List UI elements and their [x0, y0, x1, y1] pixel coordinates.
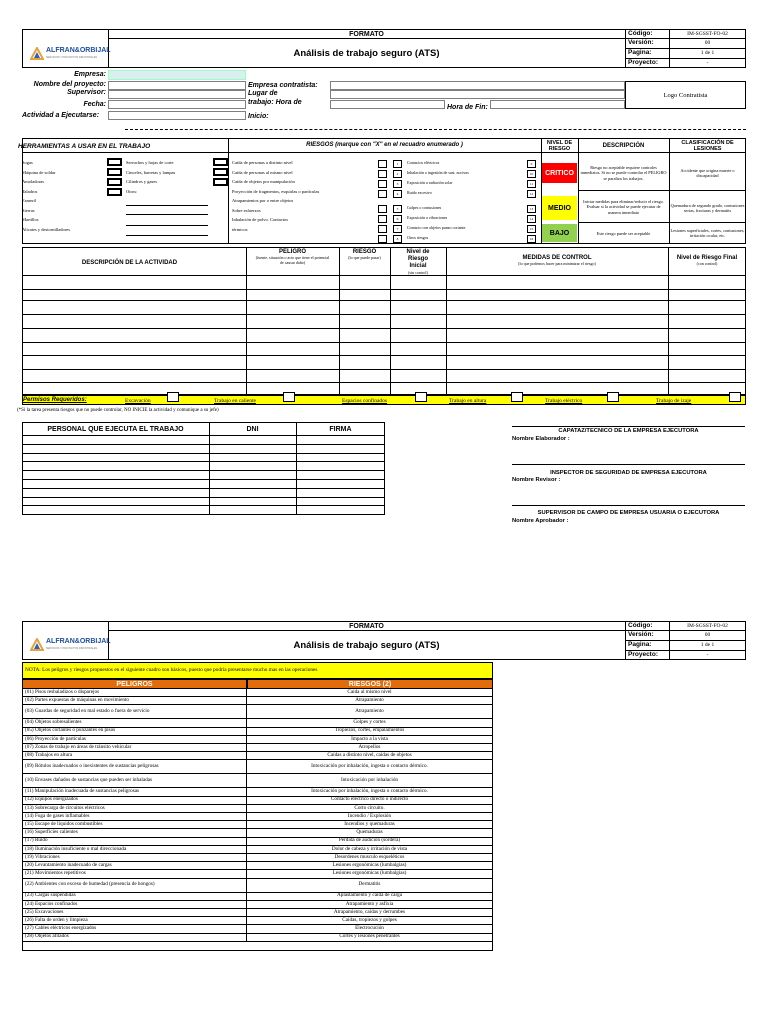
hazard-riesgo: Caídas a distinto nivel, caídas de objetos	[247, 752, 493, 760]
risk-item: Atrapamientos por o entre objetos	[232, 198, 294, 203]
company-logo	[30, 46, 111, 62]
lugar-label: Lugar de	[248, 90, 278, 97]
empresa-contratista-label: Empresa contratista:	[248, 82, 318, 89]
hazard-row	[22, 901, 493, 909]
risk-check-box[interactable]	[378, 215, 387, 223]
level-bajo: BAJO	[542, 224, 577, 242]
permit-checkbox[interactable]	[607, 392, 619, 402]
level-medio: MEDIO	[542, 196, 577, 220]
peligros-header: PELIGROS	[22, 679, 247, 689]
personal-row[interactable]	[22, 514, 385, 515]
risk-num-label: Exposición a vibraciones	[407, 215, 448, 220]
formato-label-page2: FORMATO	[349, 622, 384, 630]
risk-number-box[interactable]: 14	[527, 215, 536, 223]
hazard-row	[22, 821, 493, 829]
hazard-peligro: (22) Ambientes con exceso de humedad (presencia de hongos)	[22, 879, 247, 893]
hazard-riesgo: Perdida de audición (sordera)	[247, 838, 493, 846]
col-riesgo	[339, 249, 390, 260]
hazard-peligro: (08) Trabajos en altura	[22, 752, 247, 760]
hazard-row	[22, 862, 493, 870]
permits-label: Permisos Requeridos:	[23, 397, 87, 403]
risk-check-box[interactable]	[378, 170, 387, 178]
tool-checkbox[interactable]	[107, 168, 122, 176]
permit-checkbox[interactable]	[167, 392, 179, 402]
logo-text: ALFRAN&ORBIJAL	[46, 638, 111, 645]
risk-number-box[interactable]: 16	[527, 235, 536, 243]
tool-checkbox[interactable]	[213, 158, 228, 166]
supervisor-label: Supervisor:	[67, 89, 106, 96]
signature-title: INSPECTOR DE SEGURIDAD DE EMPRESA EJECUTORA	[550, 470, 707, 476]
personal-row[interactable]	[22, 505, 385, 506]
permit-checkbox[interactable]	[511, 392, 523, 402]
hazard-row	[22, 909, 493, 917]
hazard-row	[22, 697, 493, 705]
empresa-field[interactable]	[108, 81, 246, 90]
signature-label: Nombre Aprobador :	[512, 518, 569, 524]
hazard-peligro: (09) Rótulos inadecuados o inexistentes de sustancias peligrosas	[22, 760, 247, 774]
tool-item: Alicates y destornilladores	[22, 226, 70, 232]
hazard-peligro: (16) Superficies calientes	[22, 829, 247, 837]
col-nivel-inicial	[390, 249, 446, 275]
permit-electrico: Trabajo eléctrico	[545, 398, 583, 404]
hazard-riesgo: Cortes y lesiones penetrantes	[247, 934, 493, 942]
formato-label: FORMATO	[349, 30, 384, 38]
analysis-row-line	[22, 342, 746, 343]
risk-num-label: Inhalación o ingestión de sust. nocivas	[407, 170, 469, 175]
risk-number-box[interactable]: 12	[527, 190, 536, 198]
hazard-riesgo: Intoxicación por inhalación, ingesta o contacto dérmico.	[247, 788, 493, 796]
hazard-riesgo: Aplastamiento y caída de carga	[247, 893, 493, 901]
logo-text: ALFRAN&ORBIJAL	[46, 47, 111, 54]
hazard-row	[22, 934, 493, 942]
col-peligro	[246, 249, 339, 265]
hazard-row	[22, 788, 493, 796]
risk-number: 8	[393, 235, 402, 243]
personal-row[interactable]	[22, 497, 385, 498]
hazard-riesgo: Dermatitis	[247, 879, 493, 893]
risk-num-label: Ruido excesivo	[407, 190, 432, 195]
tools-header: HERRAMIENTAS A USAR EN EL TRABAJO	[18, 143, 151, 150]
hazard-riesgo: Atrapamiento, caídas y derrumbes	[247, 909, 493, 917]
hazard-peligro: (24) Espacios confinados	[22, 901, 247, 909]
risk-number-box[interactable]: 13	[527, 205, 536, 213]
meta-codigo-value: IM-SGSST-FO-02	[687, 31, 728, 37]
risks-col1	[232, 158, 372, 234]
col-medidas-sub: (lo que podemos hacer para minimizar el riesgo)	[518, 261, 596, 266]
analysis-row-line	[22, 328, 746, 329]
hazard-riesgo: Golpes y cortes	[247, 719, 493, 727]
hazard-row	[22, 752, 493, 760]
col-medidas	[446, 255, 668, 266]
permit-confinados: Espacios confinados	[342, 398, 388, 404]
hazard-row	[22, 797, 493, 805]
risk-item: Caída de personas a distinto nivel	[232, 160, 293, 165]
empresa-contratista-field[interactable]	[330, 81, 625, 90]
signature-label: Nombre Elaborador :	[512, 436, 570, 442]
hazard-peligro: (10) Envases dañados de sustancias que pueden ser inhaladas	[22, 774, 247, 788]
hazard-row	[22, 813, 493, 821]
risk-num-label: Otros riesgos	[407, 235, 429, 240]
meta-codigo-label: Código:	[628, 30, 653, 37]
tool-item: Martillos	[22, 217, 39, 222]
hazard-peligro: (06) Proyección de partículas	[22, 736, 247, 744]
hazard-peligro: (21) Movimientos repetitivos	[22, 870, 247, 878]
hazard-row	[22, 854, 493, 862]
hazard-row	[22, 838, 493, 846]
level-lesion: Quemadura de segundo grado, contusiones serias, fracturas y dermatits	[670, 202, 745, 213]
tool-checkbox[interactable]	[107, 188, 122, 196]
risk-check-box[interactable]	[378, 160, 387, 168]
analysis-row-line	[22, 300, 746, 301]
meta-version-value: 00	[704, 632, 711, 638]
meta-proyecto-value: -	[706, 60, 709, 66]
hazard-peligro: (01) Pisos resbaladizos o disparejos	[22, 689, 247, 697]
hazard-peligro: (28) Objetos afilados	[22, 934, 247, 942]
hazard-row-empty	[22, 942, 493, 951]
col-nivel-final-title: Nivel de Riesgo Final	[676, 255, 738, 261]
hazard-riesgo: Contacto eléctrico directo o indirecto	[247, 797, 493, 805]
meta-proyecto-label: Proyecto:	[628, 59, 658, 66]
meta-version-value: 00	[704, 40, 711, 46]
analysis-row-line	[22, 382, 746, 383]
personal-row[interactable]	[22, 444, 385, 445]
hazard-riesgo: Caída al mismo nivel	[247, 689, 493, 697]
hazard-riesgo: Atrapamiento y asfixia	[247, 901, 493, 909]
hazard-row	[22, 870, 493, 878]
hazard-riesgo: Desordenes musculo esqueléticos	[247, 854, 493, 862]
document-title: Análisis de trabajo seguro (ATS)	[293, 48, 440, 59]
permit-altura: Trabajo en altura	[449, 398, 487, 404]
hazard-row	[22, 846, 493, 854]
hazard-peligro: (25) Excavaciones	[22, 909, 247, 917]
risk-check-box[interactable]	[378, 190, 387, 198]
risk-number-box[interactable]: 11	[527, 180, 536, 188]
permit-checkbox[interactable]	[729, 392, 741, 402]
hazard-riesgo: Atrapamiento	[247, 705, 493, 719]
meta-version-label: Versión:	[628, 631, 654, 638]
hazard-riesgo: Incendio / Explosión	[247, 813, 493, 821]
tool-item: Amoladoras	[22, 179, 44, 184]
risk-item: Caída de personas al mismo nivel	[232, 169, 293, 175]
personal-header: PERSONAL QUE EJECUTA EL TRABAJO	[47, 425, 184, 433]
tool-item: Sierras	[22, 207, 35, 213]
level-lesion: Accidente que origina muerte o discapacidad	[680, 167, 735, 178]
risk-number-box[interactable]: 9	[527, 160, 536, 168]
level-desc: Iniciar medidas para eliminar/reducir el riesgo. Evaluar si la actividad se puede ejecutar de manera inmediata	[583, 198, 664, 215]
tool-checkbox[interactable]	[213, 178, 228, 186]
meta-proyecto-value: -	[706, 652, 709, 658]
hazard-row	[22, 705, 493, 719]
hazard-riesgo: Quemaduras	[247, 829, 493, 837]
col-peligro-sub: (fuente, situación o acto que tiene el potencial de causar daño)	[255, 255, 330, 265]
hazard-riesgo: Electrocución	[247, 925, 493, 933]
hazard-peligro: (26) Falta de orden y limpieza	[22, 917, 247, 925]
hazard-riesgo: Dolor de cabeza y irritación de vista	[247, 846, 493, 854]
hazard-peligro: (13) Sobrecarga de circuitos eléctricos	[22, 805, 247, 813]
hazard-peligro: (03) Guardas de seguridad en mal estado o fuera de servicio	[22, 705, 247, 719]
tool-item: Serruchos y hojas de corte	[126, 160, 174, 165]
hazard-peligro: (15) Escape de líquidos combustibles	[22, 821, 247, 829]
risk-item: Sobre esfuerzos	[232, 207, 261, 213]
tool-item: Sogas	[22, 160, 33, 165]
col-descripcion: DESCRIPCIÓN DE LA ACTIVIDAD	[81, 259, 178, 266]
riesgos-header: RIESGOS (2)	[247, 679, 493, 689]
tool-item: Taladros	[22, 188, 38, 194]
permit-checkbox[interactable]	[283, 392, 295, 402]
risk-number: 3	[393, 180, 402, 188]
risk-number: 7	[393, 225, 402, 233]
tool-checkbox[interactable]	[213, 168, 228, 176]
inicio-label: Inicio:	[248, 113, 269, 120]
nombre-proyecto-label: Nombre del proyecto:	[33, 81, 106, 88]
permit-caliente: Trabajo en caliente	[214, 398, 256, 404]
risk-item: Caída de objetos por manipulación	[232, 179, 295, 184]
meta-pagina-value: 1 de 1	[700, 50, 715, 56]
risks-header: RIESGOS (marque con "X" en el recuadro enumerado )	[306, 142, 463, 148]
personal-row[interactable]	[22, 461, 385, 462]
actividad-label: Actividad a Ejecutarse:	[22, 112, 100, 119]
meta-pagina-label: Pagina:	[628, 641, 652, 648]
signature-label: Nombre Revisor :	[512, 477, 561, 483]
col-peligro-title: PELIGRO	[278, 249, 306, 255]
col-nivel-inicial-title: Nivel de Riesgo Inicial	[406, 249, 430, 269]
tool-item: Máquina de soldar	[22, 169, 56, 175]
logo-mark-icon	[30, 47, 44, 61]
hazard-row	[22, 744, 493, 752]
col-riesgo-title: RIESGO	[352, 249, 377, 255]
tool-item: Otros:	[126, 188, 138, 194]
meta-pagina-label: Pagina:	[628, 49, 652, 56]
risk-number: 2	[393, 170, 402, 178]
permit-checkbox[interactable]	[415, 392, 427, 402]
document-title-page2: Análisis de trabajo seguro (ATS)	[293, 640, 440, 651]
hazard-riesgo: Intoxicación por inhalación	[247, 774, 493, 788]
hora-fin-field[interactable]	[490, 100, 625, 109]
tools-col1	[22, 158, 107, 234]
col-nivel-final-sub: (con control)	[696, 261, 718, 266]
col-riesgo-sub: (lo que puede pasar)	[348, 255, 381, 260]
hazard-peligro: (04) Objetos sobresalientes	[22, 719, 247, 727]
hazard-riesgo: Atropellos	[247, 744, 493, 752]
tool-checkbox[interactable]	[107, 178, 122, 186]
company-logo-page2	[30, 637, 111, 653]
analysis-row-line	[22, 314, 746, 315]
level-desc: Este riesgo puede ser aceptable	[596, 230, 651, 236]
risk-num-label: Contacto con objetos punzo cortante	[407, 225, 466, 230]
hazard-riesgo: Incendios y quemaduras	[247, 821, 493, 829]
lugar-field[interactable]	[330, 90, 625, 99]
tool-item: Esmeril	[22, 198, 36, 203]
risk-check-box[interactable]	[378, 235, 387, 243]
analysis-row-line	[22, 355, 746, 356]
personal-row[interactable]	[22, 488, 385, 489]
col-medidas-title: MEDIDAS DE CONTROL	[522, 255, 592, 261]
level-lesion: Lesiones superficiales, cortes, contusiones, irritación ocular, etc.	[670, 227, 745, 238]
nivel-riesgo-header: NIVEL DE RIESGO	[546, 139, 573, 152]
hazard-peligro: (20) Levantamiento inadecuado de cargas	[22, 862, 247, 870]
hazard-peligro: (07) Zonas de trabajo en áreas de tránsito vehicular	[22, 744, 247, 752]
hazard-row	[22, 829, 493, 837]
risk-item: Inhalación de polvo. Contactos	[232, 217, 288, 222]
risk-check-box[interactable]	[378, 205, 387, 213]
risk-item: Proyección de fragmentos, esquirlas o partículas	[232, 188, 320, 194]
personal-row[interactable]	[22, 470, 385, 471]
logo-contratista-box: Logo Contratista	[625, 81, 746, 109]
meta-pagina-value: 1 de 1	[700, 642, 715, 648]
supervisor-field[interactable]	[108, 90, 246, 99]
dni-header: DNI	[246, 425, 259, 433]
hora-inicio-label: trabajo: Hora de	[248, 99, 302, 106]
signature-title: CAPATAZ/TECNICO DE LA EMPRESA EJECUTORA	[558, 428, 699, 434]
risk-check-box[interactable]	[378, 180, 387, 188]
risk-num-label: Golpes o contusiones	[407, 205, 442, 210]
logo-subtext: SERVICIOS Y PROYECTOS INDUSTRIALES	[46, 56, 98, 59]
risk-check-box[interactable]	[378, 225, 387, 233]
actividad-field[interactable]	[108, 111, 246, 120]
hazard-row	[22, 760, 493, 774]
risk-number-box[interactable]: 10	[527, 170, 536, 178]
hazard-peligro: (27) Cables eléctricos energizados	[22, 925, 247, 933]
hazard-riesgo: Corto circuito.	[247, 805, 493, 813]
hazard-riesgo: Tropiezos, cortes, empalamientos	[247, 728, 493, 736]
signature-title: SUPERVISOR DE CAMPO DE EMPRESA USUARIA O EJECUTORA	[537, 510, 720, 516]
risk-num-label: Exposición a radiación solar	[407, 180, 453, 185]
risk-number: 6	[393, 215, 402, 223]
meta-proyecto-label: Proyecto:	[628, 651, 658, 658]
hazard-peligro: (23) Cargas suspendidas	[22, 893, 247, 901]
risk-num-label: Contactos eléctricos	[407, 160, 440, 165]
risk-number: 4	[393, 190, 402, 198]
hazard-peligro: (17) Ruido	[22, 838, 247, 846]
personal-row[interactable]	[22, 479, 385, 480]
hazard-riesgo: Lesiones ergonómicas (lumbalgias)	[247, 870, 493, 878]
hazard-peligro: (18) Iluminación insuficiente o mal direccionada	[22, 846, 247, 854]
hazard-peligro: (11) Manipulación inadecuada de sustancias peligrosas	[22, 788, 247, 796]
tools-col2	[126, 158, 212, 196]
permit-izaje: Trabajo de izaje	[656, 398, 692, 404]
hazard-peligro: (12) Equipos energizados	[22, 797, 247, 805]
risk-item: térmicos	[232, 226, 248, 232]
hazard-row	[22, 925, 493, 933]
meta-codigo-value: IM-SGSST-FO-02	[687, 623, 728, 629]
risk-number: 1	[393, 160, 402, 168]
clasificacion-header: CLASIFICACIÓN DE LESIONES	[681, 139, 734, 152]
empresa-label: Empresa:	[74, 71, 106, 78]
hazard-riesgo: Lesiones ergonómicas (lumbalgias)	[247, 862, 493, 870]
descripcion-header: DESCRIPCIÓN	[602, 142, 645, 149]
hazard-row	[22, 736, 493, 744]
hazard-riesgo: Atrapamiento	[247, 697, 493, 705]
hazard-riesgo: Intoxicación por inhalación, ingesta o contacto dérmico.	[247, 760, 493, 774]
permit-excavacion: Excavación	[125, 398, 151, 404]
hora-fin-label: Hora de Fin:	[447, 104, 488, 111]
col-nivel-final	[668, 255, 746, 266]
hazard-peligro: (14) Fuga de gases inflamables	[22, 813, 247, 821]
hazard-riesgo: Impacto a la vista	[247, 736, 493, 744]
hazard-row	[22, 689, 493, 697]
analysis-row-line	[22, 289, 746, 290]
permits-note: (*Si la tarea presenta riesgos que no puede controlar, NO INICIE la actividad y comunique a su jefe)	[17, 408, 219, 413]
risk-number: 5	[393, 205, 402, 213]
tool-item: Cilindros y gases	[126, 179, 157, 184]
nota-text: NOTA: Los peligros y riesgos propuestos en el siguiente cuadro son básicos, puesto que podría presentarse mucho mas en las operaciones	[25, 667, 318, 673]
logo-mark-icon	[30, 638, 44, 652]
meta-codigo-label: Código:	[628, 622, 653, 629]
col-nivel-inicial-sub: (sin control)	[408, 270, 428, 275]
nota-banner	[22, 662, 493, 679]
hazard-peligro: (05) Objetos cortantes o punzantes en pisos	[22, 728, 247, 736]
tool-item: Cinceles, barretas y lampas	[126, 169, 176, 175]
fecha-field[interactable]	[108, 100, 246, 109]
hora-inicio-field[interactable]	[330, 100, 445, 109]
hazard-peligro: (19) Vibraciones	[22, 854, 247, 862]
logo-subtext: SERVICIOS Y PROYECTOS INDUSTRIALES	[46, 647, 98, 650]
fecha-label: Fecha:	[83, 101, 106, 108]
hazard-row	[22, 805, 493, 813]
hazard-row	[22, 728, 493, 736]
analysis-row-line	[22, 369, 746, 370]
level-desc: Riesgo no aceptable requiere controles inmediatos. Si no se puede controlar el PELIGRO se paraliza los trabajos.	[580, 164, 667, 181]
tool-checkbox[interactable]	[107, 158, 122, 166]
hazard-row	[22, 879, 493, 893]
meta-version-label: Versión:	[628, 39, 654, 46]
personal-row[interactable]	[22, 453, 385, 454]
risk-number-box[interactable]: 15	[527, 225, 536, 233]
hazard-peligro: (02) Partes expuestas de máquinas en movimiento	[22, 697, 247, 705]
level-critico: CRITICO	[542, 163, 577, 183]
hazard-riesgo: Caídas, tropiezos y golpes	[247, 917, 493, 925]
hazard-row	[22, 774, 493, 788]
hazard-row	[22, 893, 493, 901]
firma-header: FIRMA	[329, 425, 352, 433]
